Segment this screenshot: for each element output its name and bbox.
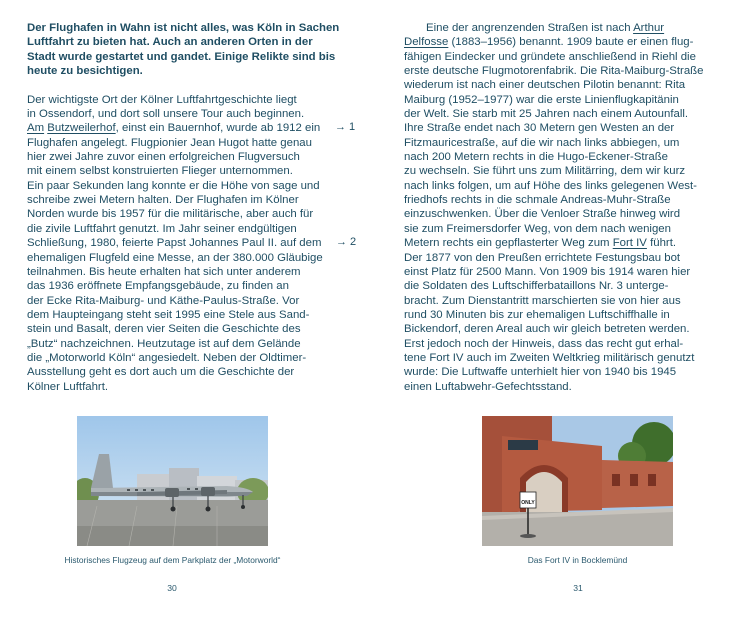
body-line: das 1936 eröffnete Empfangsgebäude, zu finden an <box>27 280 289 293</box>
body-line: die Soldaten des Luftschifferbataillons Nr. 3 unterge- <box>404 280 669 293</box>
body-line: in Ossendorf, und dort soll unsere Tour auch beginnen. <box>27 108 305 121</box>
body-line: fähigen Eindecker und gründete anschließend in Riehl die <box>404 50 696 63</box>
body-line: rund 30 Minuten bis zur ehemaligen Luftschiffhalle in <box>404 308 670 321</box>
body-line: wurde: Die Luftwaffe unterhielt hier von 1940 bis 1945 <box>404 366 677 379</box>
body-line: sie zum Freimersdorfer Weg, von dem nach wenigen <box>404 222 671 235</box>
intro-line: heute zu besichtigen. <box>27 65 143 78</box>
airplane-photo <box>77 416 268 546</box>
body-line: die „Motorworld Köln“ angesiedelt. Neben der Oldtimer- <box>27 351 307 364</box>
body-line: Ausstellung geht es dort auch um die Geschichte der <box>27 366 295 379</box>
body-line: schreibe zwei Metern halten. Der Flughafen im Kölner <box>27 194 299 207</box>
fort-illustration <box>482 416 673 546</box>
body-line: ehemaligen Flugfeld eine Messe, an der 380.000 Gläubige <box>27 251 323 264</box>
right-page <box>336 0 750 619</box>
delfosse-link[interactable]: Delfosse <box>404 36 449 49</box>
body-line: Maiburg (1952–1977) war die erste Linienflugkapitänin <box>404 93 679 106</box>
butzweilerhof-link[interactable]: Butzweilerhof <box>47 122 116 135</box>
body-line: Der 1877 von den Preußen errichtete Festungsbau bot <box>404 251 681 264</box>
body-line <box>404 21 696 35</box>
body-line: Fitzmauricestraße, auf die wir nach links abbiegen, um <box>404 136 680 149</box>
intro-line: Luftfahrt zu bieten hat. Auch an anderen Orten in der <box>27 36 313 49</box>
body-line: der Ecke Rita-Maiburg- und Käthe-Paulus-Straße. Vor <box>27 294 300 307</box>
body-line: friedhofs rechts in die schmale Andreas-Muhr-Straße <box>404 194 671 207</box>
body-line: Ihre Straße endet nach 30 Metern gen Westen an der <box>404 122 675 135</box>
body-line: bracht. Zum Dienstantritt marschierten sie von hier aus <box>404 294 681 307</box>
body-line: nach 200 Metern rechts in die Hugo-Eckener-Straße <box>404 151 669 164</box>
margin-reference-1[interactable]: → 1 <box>335 121 356 133</box>
body-line: der Welt. Sie starb mit 25 Jahren nach einem Autounfall. <box>404 108 689 121</box>
body-line: Kölner Luftfahrt. <box>27 380 109 393</box>
body-line: Norden wurde bis 1957 für die militärische, aber auch für <box>27 208 314 221</box>
body-line: zu wechseln. Sie führt uns zum Militärring, dem wir kurz <box>404 165 686 178</box>
body-line-rest: , einst ein Bauernhof, wurde ab 1912 ein <box>115 122 321 135</box>
left-text-column <box>27 21 340 394</box>
fort-photo <box>482 416 673 546</box>
body-line <box>404 35 696 49</box>
body-line <box>27 121 319 135</box>
body-line: wiederum ist nach einer deutschen Pilotin benannt: Rita <box>404 79 686 92</box>
body-line: Schließung, 1980, feierte Papst Johannes Paul II. auf dem <box>27 237 322 250</box>
body-line-text: Metern rechts ein gepflasterter Weg zum <box>404 237 610 250</box>
right-photo-caption: Das Fort IV in Bocklemünd <box>527 555 628 565</box>
body-line: einzuschwenken. Über die Venloer Straße hinweg wird <box>404 208 681 221</box>
body-paragraph <box>27 93 323 394</box>
body-line: tene Fort IV auch im Zweiten Weltkrieg militärisch genutzt <box>404 351 695 364</box>
body-line-text: Eine der angrenzenden Straßen ist nach <box>426 22 631 34</box>
body-line: Flughafen angelegt. Flugpionier Jean Hugot hatte genau <box>27 136 312 149</box>
airplane-illustration <box>77 416 268 546</box>
body-line-rest: (1883–1956) benannt. 1909 baute er einen flug- <box>451 36 694 49</box>
body-line: Der wichtigste Ort der Kölner Luftfahrtgeschichte liegt <box>27 93 297 106</box>
body-line: erste deutsche Flugmotorenfabrik. Die Rita-Maiburg-Straße <box>404 65 704 78</box>
body-line: Bickendorf, deren Areal auch wir gleich betreten werden. <box>404 323 690 336</box>
am-word: Am <box>27 122 45 135</box>
body-line: die zivile Luftfahrt genutzt. Im Jahr seiner endgültigen <box>27 222 297 235</box>
body-line: mit einem selbst konstruierten Flieger unternommen. <box>27 165 293 178</box>
body-line: einst Platz für 2500 Mann. Von 1909 bis 1914 waren hier <box>404 265 691 278</box>
body-line: Erst jedoch noch der Hinweis, dass das recht gut erhal- <box>404 337 684 350</box>
left-photo-caption: Historisches Flugzeug auf dem Parkplatz der „Motorworld“ <box>64 555 281 565</box>
margin-reference-2[interactable]: → 2 <box>336 236 357 248</box>
body-line: „Butz“ nachzeichnen. Heutzutage ist auf dem Gelände <box>27 337 301 350</box>
sign-text: ONLY <box>521 500 535 506</box>
body-line: stein und Basalt, deren vier Seiten die Geschichte des <box>27 323 301 336</box>
body-line: hier zwei Jahre zuvor einen erfolgreichen Flugversuch <box>27 151 300 164</box>
body-line-text: führt. <box>650 237 677 250</box>
right-text-column <box>404 21 704 394</box>
intro-line: Stadt wurde gestartet und gandet. Einige Relikte sind bis <box>27 50 336 63</box>
body-line: Ein paar Sekunden lang konnte er die Höhe von sage und <box>27 179 320 192</box>
intro-line: Der Flughafen in Wahn ist nicht alles, was Köln in Sachen <box>27 22 340 34</box>
body-line: dem Haupteingang steht seit 1995 eine Stele aus Sand- <box>27 308 310 321</box>
body-line: nach links folgen, um auf Höhe des links gelegenen West- <box>404 179 697 192</box>
intro-paragraph <box>27 21 340 78</box>
page-number-left: 30 <box>167 583 177 593</box>
body-line: teilnahmen. Bis heute erhalten hat sich unter anderem <box>27 265 301 278</box>
arthur-link[interactable]: Arthur <box>633 22 665 34</box>
body-line <box>404 236 696 250</box>
fort-iv-link[interactable]: Fort IV <box>612 237 647 250</box>
body-line: einen Luftabwehr-Gefechtsstand. <box>404 380 572 393</box>
page-number-right: 31 <box>573 583 583 593</box>
